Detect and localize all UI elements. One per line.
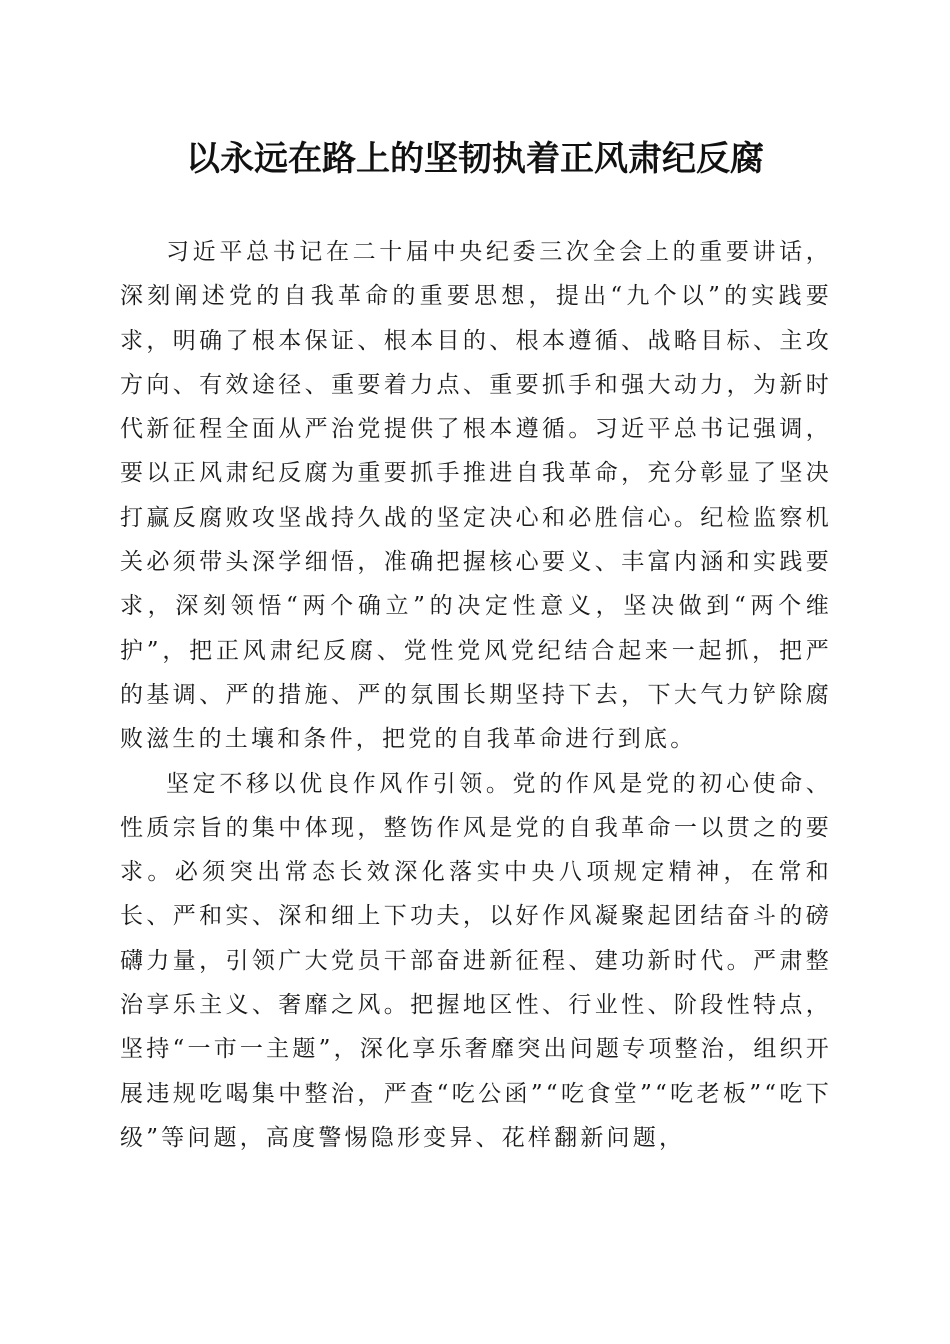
document-body xyxy=(120,230,832,1160)
document-title: 以永远在路上的坚韧执着正风肃纪反腐 xyxy=(186,139,764,179)
paragraph-2: 坚定不移以优良作风作引领。党的作风是党的初心使命、性质宗旨的集中体现，整饬作风是党的自我革命一以贯之的要求。必须突出常态长效深化落实中央八项规定精神，在常和长、严和实、深和细上下功夫，以好作风凝聚起团结奋斗的磅礴力量，引领广大党员干部奋进新征程、建功新时代。严肃整治享乐主义、奢靡之风。把握地区性、行业性、阶段性特点，坚持“一市一主题”，深化享乐奢靡突出问题专项整治，组织开展违规吃喝集中整治，严查“吃公函”“吃食堂”“吃老板”“吃下级”等问题，高度警惕隐形变异、花样翻新问题， xyxy=(120,770,832,1151)
paragraph-1: 习近平总书记在二十届中央纪委三次全会上的重要讲话，深刻阐述党的自我革命的重要思想，提出“九个以”的实践要求，明确了根本保证、根本目的、根本遵循、战略目标、主攻方向、有效途径、重要着力点、重要抓手和强大动力，为新时代新征程全面从严治党提供了根本遵循。习近平总书记强调，要以正风肃纪反腐为重要抓手推进自我革命，充分彰显了坚决打赢反腐败攻坚战持久战的坚定决心和必胜信心。纪检监察机关必须带头深学细悟，准确把握核心要义、丰富内涵和实践要求，深刻领悟“两个确立”的决定性意义，坚决做到“两个维护”，把正风肃纪反腐、党性党风党纪结合起来一起抓，把严的基调、严的措施、严的氛围长期坚持下去，下大气力铲除腐败滋生的土壤和条件，把党的自我革命进行到底。 xyxy=(120,239,832,753)
